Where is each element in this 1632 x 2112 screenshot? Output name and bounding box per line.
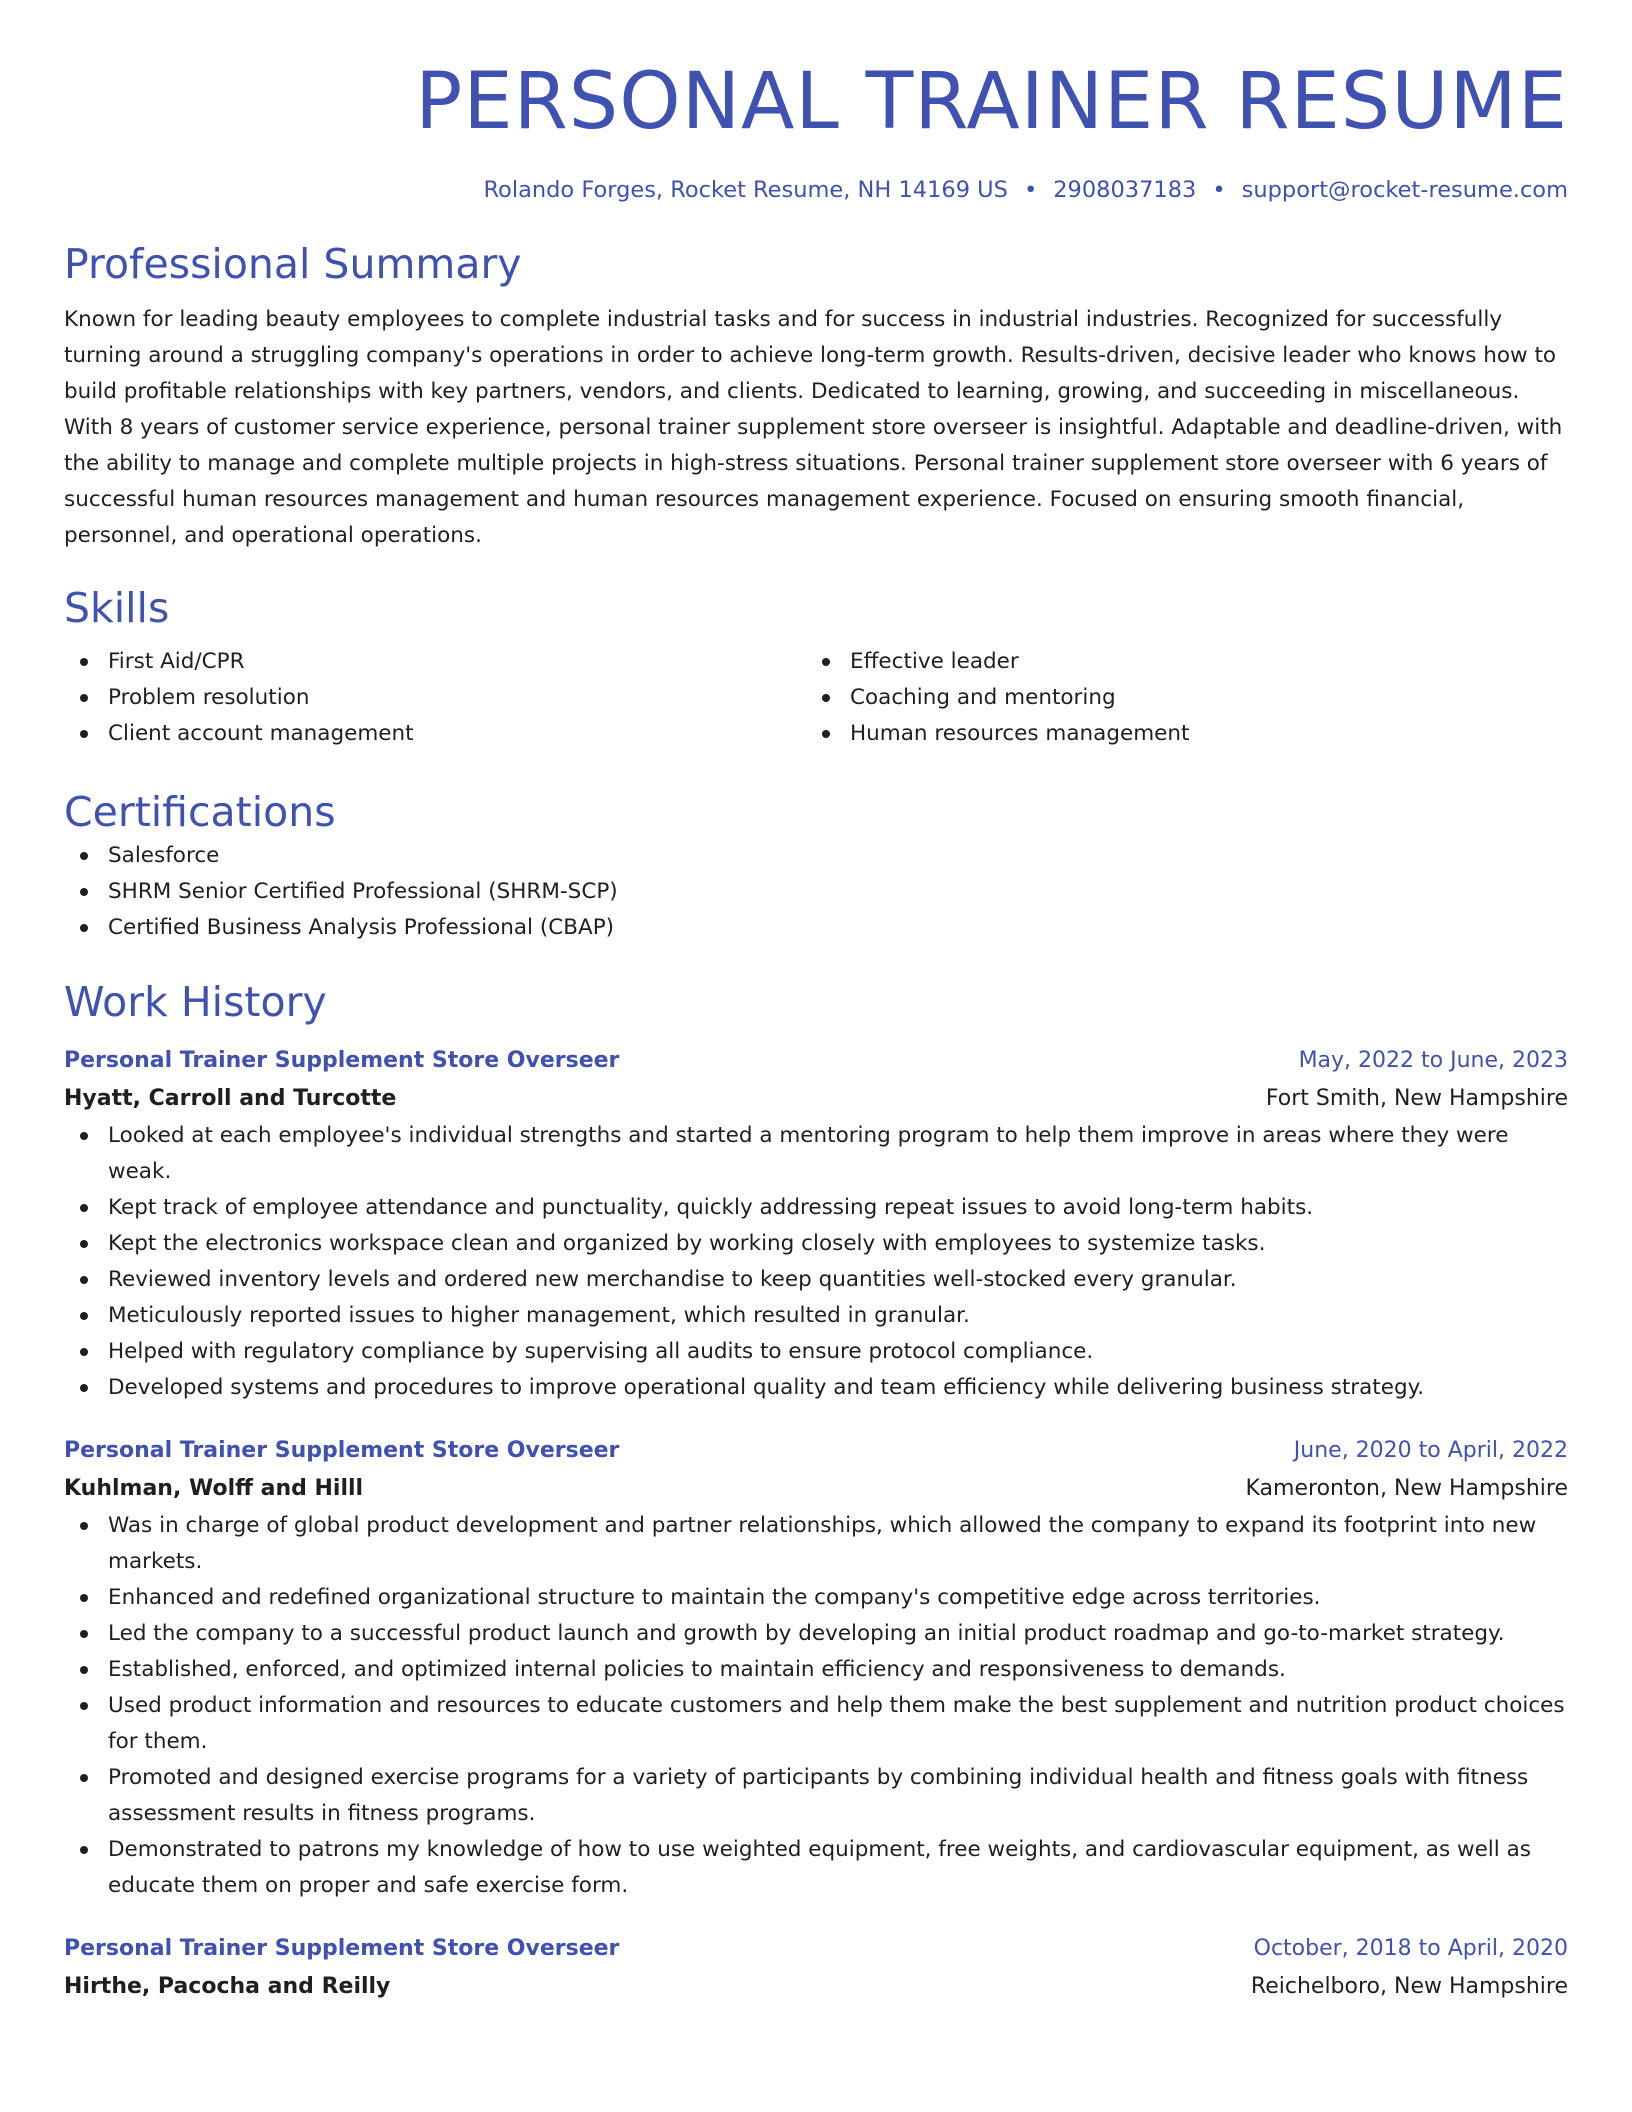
skill-label: Human resources management: [850, 721, 1190, 746]
job-bullet: [64, 1298, 1568, 1334]
skill-label: Coaching and mentoring: [850, 685, 1116, 710]
skills-grid: [64, 644, 1568, 752]
job-title: Personal Trainer Supplement Store Overseer: [64, 1936, 620, 1961]
skills-column-right: [806, 644, 1548, 752]
skill-label: Effective leader: [850, 649, 1019, 674]
job-company-row: [64, 1080, 1568, 1118]
job-entry: [64, 1930, 1568, 2006]
summary-heading: Professional Summary: [64, 240, 522, 288]
bullet-icon: [80, 888, 88, 896]
skill-item: [806, 716, 1548, 752]
skill-item: [64, 716, 806, 752]
bullet-icon: [822, 694, 830, 702]
job-bullet: [64, 1760, 1568, 1832]
job-bullet-text: Reviewed inventory levels and ordered new merchandise to keep quantities well-stocked every granular.: [108, 1267, 1237, 1292]
job-header-row: [64, 1042, 1568, 1080]
job-entry: [64, 1432, 1568, 1904]
job-company: Hirthe, Pacocha and Reilly: [64, 1974, 391, 1999]
certifications-list: [64, 838, 1568, 946]
skill-item: [64, 680, 806, 716]
job-bullet: [64, 1334, 1568, 1370]
certification-item: [64, 874, 1568, 910]
contact-phone: 2908037183: [1053, 177, 1197, 203]
bullet-icon: [80, 730, 88, 738]
job-bullet: [64, 1616, 1568, 1652]
job-company: Hyatt, Carroll and Turcotte: [64, 1086, 397, 1111]
contact-address: Rolando Forges, Rocket Resume, NH 14169 US: [483, 177, 1008, 203]
job-location: Kameronton, New Hampshire: [1245, 1476, 1568, 1501]
job-bullet-text: Promoted and designed exercise programs for a variety of participants by combining individual health and fitness goals with fitness assessment results in fitness programs.: [108, 1765, 1529, 1826]
job-title: Personal Trainer Supplement Store Overseer: [64, 1048, 620, 1073]
job-bullet-text: Kept track of employee attendance and punctuality, quickly addressing repeat issues to avoid long-term habits.: [108, 1195, 1314, 1220]
contact-email: support@rocket-resume.com: [1241, 177, 1568, 203]
job-bullet-text: Used product information and resources to educate customers and help them make the best supplement and nutrition product choices for them.: [108, 1693, 1565, 1754]
job-bullet-text: Kept the electronics workspace clean and organized by working closely with employees to systemize tasks.: [108, 1231, 1266, 1256]
bullet-icon: [822, 730, 830, 738]
certification-label: Salesforce: [108, 843, 220, 868]
job-bullet: [64, 1580, 1568, 1616]
bullet-icon: [80, 1204, 88, 1212]
job-bullet-text: Led the company to a successful product launch and growth by developing an initial product roadmap and go-to-market strategy.: [108, 1621, 1505, 1646]
job-bullet: [64, 1190, 1568, 1226]
contact-separator: •: [1023, 177, 1038, 203]
bullet-icon: [80, 1522, 88, 1530]
job-bullet-text: Enhanced and redefined organizational structure to maintain the company's competitive edge across territories.: [108, 1585, 1321, 1610]
job-location: Reichelboro, New Hampshire: [1250, 1974, 1568, 1999]
job-company-row: [64, 1470, 1568, 1508]
job-bullet: [64, 1370, 1568, 1406]
job-entry: [64, 1042, 1568, 1406]
job-bullet-text: Established, enforced, and optimized internal policies to maintain efficiency and responsiveness to demands.: [108, 1657, 1286, 1682]
job-dates: June, 2020 to April, 2022: [1293, 1438, 1568, 1463]
job-bullet-text: Helped with regulatory compliance by supervising all audits to ensure protocol compliance.: [108, 1339, 1094, 1364]
job-dates: October, 2018 to April, 2020: [1253, 1936, 1568, 1961]
job-title: Personal Trainer Supplement Store Overseer: [64, 1438, 620, 1463]
job-header-row: [64, 1930, 1568, 1968]
job-bullet: [64, 1688, 1568, 1760]
contact-separator: •: [1212, 177, 1226, 203]
work-history-heading: Work History: [64, 978, 327, 1026]
job-company-row: [64, 1968, 1568, 2006]
skills-list-left: [64, 644, 806, 752]
skill-label: First Aid/CPR: [108, 649, 245, 674]
bullet-icon: [80, 924, 88, 932]
job-bullet: [64, 1226, 1568, 1262]
job-bullet: [64, 1508, 1568, 1580]
job-bullet-text: Looked at each employee's individual strengths and started a mentoring program to help them improve in areas where they were weak.: [108, 1123, 1509, 1184]
job-bullet-list: [64, 1118, 1568, 1406]
skill-label: Client account management: [108, 721, 414, 746]
bullet-icon: [80, 1630, 88, 1638]
certification-item: [64, 910, 1568, 946]
bullet-icon: [80, 1240, 88, 1248]
bullet-icon: [80, 1384, 88, 1392]
skills-column-left: [64, 644, 806, 752]
bullet-icon: [80, 1594, 88, 1602]
job-bullet-text: Was in charge of global product development and partner relationships, which allowed the company to expand its footprint into new markets.: [108, 1513, 1537, 1574]
job-bullet: [64, 1262, 1568, 1298]
job-bullet-list: [64, 1508, 1568, 1904]
job-bullet-text: Meticulously reported issues to higher management, which resulted in granular.: [108, 1303, 970, 1328]
job-company: Kuhlman, Wolff and Hilll: [64, 1476, 364, 1501]
skill-item: [64, 644, 806, 680]
bullet-icon: [80, 1774, 88, 1782]
skill-label: Problem resolution: [108, 685, 310, 710]
skills-heading: Skills: [64, 584, 170, 632]
job-bullet: [64, 1832, 1568, 1904]
bullet-icon: [80, 1276, 88, 1284]
job-location: Fort Smith, New Hampshire: [1265, 1086, 1568, 1111]
bullet-icon: [80, 852, 88, 860]
certifications-heading: Certifications: [64, 788, 336, 836]
job-dates: May, 2022 to June, 2023: [1298, 1048, 1568, 1073]
job-header-row: [64, 1432, 1568, 1470]
job-bullet-text: Demonstrated to patrons my knowledge of how to use weighted equipment, free weights, and cardiovascular equipment, as well as educate them on proper and safe exercise form.: [108, 1837, 1531, 1898]
skill-item: [806, 680, 1548, 716]
bullet-icon: [80, 1846, 88, 1854]
job-bullet: [64, 1118, 1568, 1190]
certification-label: SHRM Senior Certified Professional (SHRM-SCP): [108, 879, 618, 904]
bullet-icon: [822, 658, 830, 666]
bullet-icon: [80, 658, 88, 666]
skills-list-right: [806, 644, 1548, 752]
job-bullet: [64, 1652, 1568, 1688]
bullet-icon: [80, 1132, 88, 1140]
certification-item: [64, 838, 1568, 874]
bullet-icon: [80, 1702, 88, 1710]
bullet-icon: [80, 1348, 88, 1356]
bullet-icon: [80, 1666, 88, 1674]
job-bullet-text: Developed systems and procedures to improve operational quality and team efficiency while delivering business strategy.: [108, 1375, 1425, 1400]
skill-item: [806, 644, 1548, 680]
bullet-icon: [80, 1312, 88, 1320]
resume-title: PERSONAL TRAINER RESUME: [415, 57, 1568, 147]
certification-label: Certified Business Analysis Professional (CBAP): [108, 915, 615, 940]
bullet-icon: [80, 694, 88, 702]
contact-line: [64, 174, 1568, 206]
summary-text: Known for leading beauty employees to complete industrial tasks and for success in industrial industries. Recognized for successfully turning around a struggling company's operations in order to achieve long-term growth. Results-driven, decisive leader who knows how to build profitable relationships with key partners, vendors, and clients. Dedicated to learning, growing, and succeeding in miscellaneous. With 8 years of customer service experience, personal trainer supplement store overseer is insightful. Adaptable and deadline-driven, with the ability to manage and complete multiple projects in high-stress situations. Personal trainer supplement store overseer with 6 years of successful human resources management and human resources management experience. Focused on ensuring smooth financial, personnel, and operational operations.: [64, 307, 1563, 548]
